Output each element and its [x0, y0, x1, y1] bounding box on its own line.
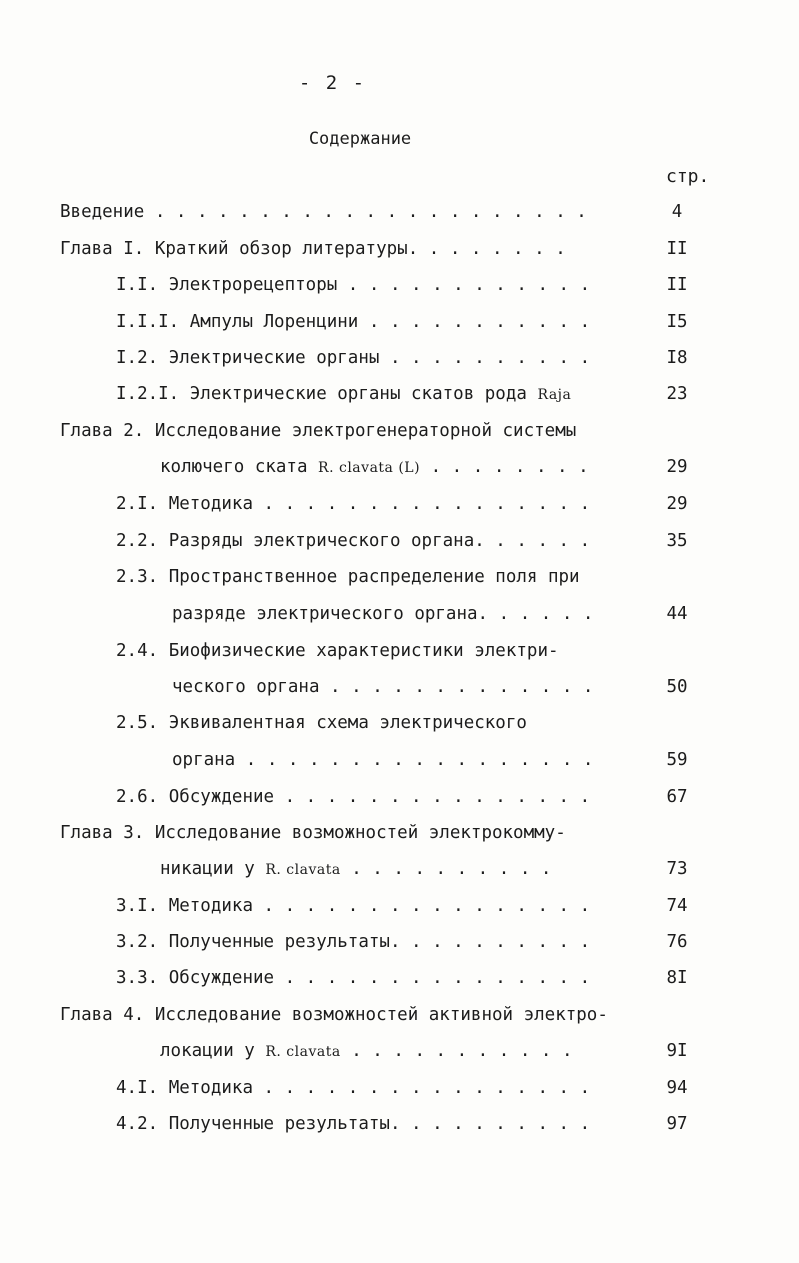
- toc-entry-title: Исследование возможностей электрокомму-: [154, 823, 566, 843]
- toc-entry-title: Исследование электрогенераторной системы: [154, 421, 577, 441]
- toc-entry: [116, 380, 571, 408]
- toc-entry: [116, 964, 590, 992]
- toc-entry: [160, 855, 551, 883]
- toc-entry: [172, 600, 593, 628]
- toc-entry-page-number: II: [666, 239, 688, 259]
- toc-entry-leader-dots: . . . . . . . . . . . . .: [319, 677, 594, 697]
- toc-entry-title: Исследование возможностей активной электро-: [154, 1005, 608, 1025]
- toc-entry-leader-dots: . . . . . . . . . . . . . . .: [274, 787, 591, 807]
- toc-entry-page-number: 74: [666, 896, 688, 916]
- toc-entry: [116, 271, 590, 299]
- toc-entry: [60, 1001, 608, 1029]
- toc-entry-number: Глава 4.: [60, 1005, 155, 1025]
- toc-entry-title: Эквивалентная схема электрического: [168, 713, 527, 733]
- toc-entry-title: Биофизические характеристики электри-: [168, 641, 559, 661]
- toc-entry-leader-dots: . . . . . .: [474, 531, 591, 551]
- toc-entry-page-number: 76: [666, 932, 688, 952]
- toc-entry: [116, 1110, 590, 1138]
- toc-entry-page-number: 8I: [666, 968, 688, 988]
- toc-entry: [116, 892, 590, 920]
- toc-entry-number: 3.2.: [116, 932, 169, 952]
- toc-entry-title: локации у: [160, 1041, 266, 1061]
- toc-entry: [60, 819, 566, 847]
- toc-entry-title: Обсуждение: [168, 787, 275, 807]
- toc-entry-title: Методика: [168, 494, 253, 514]
- toc-entry-leader-dots: . . . . . . . . . . . . . . . . . . . . .: [144, 202, 587, 222]
- toc-entry-leader-dots: . . . . . . . . . . . . . . . .: [252, 494, 591, 514]
- toc-entry-page-number: 73: [666, 859, 688, 879]
- toc-title: Содержание: [308, 129, 412, 149]
- page-column-label: стр.: [666, 166, 710, 187]
- toc-entry-leader-dots: . . . . . . . . . . .: [358, 312, 591, 332]
- toc-entry-leader-dots: . . . . . . . . . . . .: [337, 275, 591, 295]
- toc-entry: [116, 709, 527, 737]
- toc-entry-title: Пространственное распределение поля при: [168, 567, 580, 587]
- page-number: - 2 -: [298, 72, 367, 94]
- toc-entry-leader-dots: . . . . . . . . . .: [379, 348, 591, 368]
- toc-entry: [160, 1037, 573, 1065]
- toc-entry: [116, 1074, 590, 1102]
- toc-entry-number: 2.2.: [116, 531, 169, 551]
- toc-entry-title: органа: [172, 750, 236, 770]
- toc-entry: [116, 637, 559, 665]
- toc-entry-species-name: R. clavata (L): [318, 460, 421, 476]
- toc-entry-title: Полученные результаты: [168, 932, 390, 952]
- toc-entry-number: 2.4.: [116, 641, 169, 661]
- toc-entry-number: Глава I.: [60, 239, 155, 259]
- toc-entry-species-name: Raja: [537, 387, 572, 403]
- toc-entry-number: 2.3.: [116, 567, 169, 587]
- toc-entry-title: Ампулы Лоренцини: [189, 312, 359, 332]
- toc-entry-title: Методика: [168, 896, 253, 916]
- toc-entry-page-number: 59: [666, 750, 688, 770]
- toc-entry: [160, 453, 589, 481]
- toc-entry-title: Обсуждение: [168, 968, 275, 988]
- toc-entry-title: ческого органа: [172, 677, 320, 697]
- toc-entry-leader-dots: . . . . . . . . . .: [389, 1114, 591, 1134]
- toc-entry-title: Электрорецепторы: [168, 275, 338, 295]
- toc-entry-number: 2.I.: [116, 494, 169, 514]
- toc-entry-leader-dots: . . . . . . . . . .: [389, 932, 591, 952]
- toc-entry-page-number: 67: [666, 787, 688, 807]
- toc-entry-page-number: 29: [666, 494, 688, 514]
- toc-entry-leader-dots: . . . . . . . . . . . . . . . .: [252, 896, 591, 916]
- toc-entry-title: Электрические органы скатов рода: [189, 384, 538, 404]
- toc-entry: [116, 783, 590, 811]
- toc-entry-page-number: I5: [666, 312, 688, 332]
- toc-entry-title: Краткий обзор литературы: [154, 239, 408, 259]
- toc-entry: [116, 928, 590, 956]
- toc-entry-title: Разряды электрического органа: [168, 531, 475, 551]
- toc-entry-number: I.2.: [116, 348, 169, 368]
- toc-entry-title: Электрические органы: [168, 348, 380, 368]
- toc-entry-leader-dots: . . . . . . . . . . . . . . .: [274, 968, 591, 988]
- toc-entry-page-number: 29: [666, 457, 688, 477]
- toc-entry-number: I.I.: [116, 275, 169, 295]
- toc-entry-leader-dots: . . . . . . . . . . . . . . . . .: [235, 750, 594, 770]
- toc-entry-title: никации у: [160, 859, 266, 879]
- toc-entry: [116, 527, 590, 555]
- toc-entry-number: 3.I.: [116, 896, 169, 916]
- toc-entry-page-number: I8: [666, 348, 688, 368]
- toc-entry-leader-dots: . . . . . .: [477, 604, 594, 624]
- toc-entry: [60, 417, 576, 445]
- toc-entry-page-number: 23: [666, 384, 688, 404]
- toc-entry-page-number: 50: [666, 677, 688, 697]
- toc-entry-leader-dots: . . . . . . . .: [407, 239, 566, 259]
- toc-entry-page-number: 4: [671, 202, 683, 222]
- toc-entry-species-name: R. clavata: [265, 1044, 341, 1060]
- toc-entry-species-name: R. clavata: [265, 862, 341, 878]
- toc-entry: [116, 344, 590, 372]
- toc-entry-number: Глава 2.: [60, 421, 155, 441]
- toc-entry: [116, 563, 580, 591]
- toc-entry-title: Введение: [60, 202, 145, 222]
- toc-entry: [60, 198, 587, 226]
- toc-entry-leader-dots: . . . . . . . . . . .: [340, 1041, 573, 1061]
- toc-entry-number: 4.I.: [116, 1078, 169, 1098]
- toc-entry-number: 2.5.: [116, 713, 169, 733]
- toc-entry-title: Методика: [168, 1078, 253, 1098]
- toc-entry-page-number: 44: [666, 604, 688, 624]
- toc-entry: [116, 490, 590, 518]
- toc-entry-page-number: II: [666, 275, 688, 295]
- toc-entry-page-number: 94: [666, 1078, 688, 1098]
- toc-entry-page-number: 35: [666, 531, 688, 551]
- toc-entry-number: Глава 3.: [60, 823, 155, 843]
- toc-entry: [172, 746, 593, 774]
- toc-entry-number: I.2.I.: [116, 384, 190, 404]
- toc-entry-number: 3.3.: [116, 968, 169, 988]
- toc-entry-page-number: 97: [666, 1114, 688, 1134]
- toc-entry-title: колючего ската: [160, 457, 319, 477]
- toc-entry: [172, 673, 593, 701]
- toc-entry-leader-dots: . . . . . . . . . .: [340, 859, 552, 879]
- toc-entry-page-number: 9I: [666, 1041, 688, 1061]
- toc-entry: [60, 235, 566, 263]
- toc-entry-title: Полученные результаты: [168, 1114, 390, 1134]
- toc-entry-leader-dots: . . . . . . . . . . . . . . . .: [252, 1078, 591, 1098]
- toc-entry-leader-dots: . . . . . . . .: [420, 457, 589, 477]
- toc-entry-title: разряде электрического органа: [172, 604, 478, 624]
- toc-entry-number: I.I.I.: [116, 312, 190, 332]
- toc-entry-number: 2.6.: [116, 787, 169, 807]
- toc-entry: [116, 308, 590, 336]
- toc-entry-number: 4.2.: [116, 1114, 169, 1134]
